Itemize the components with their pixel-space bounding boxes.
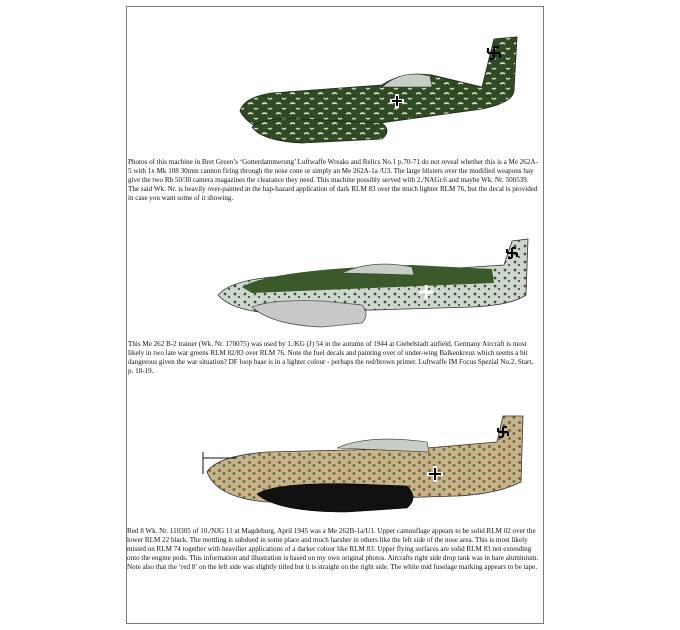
caption-paragraph-2: This Me 262 B-2 trainer (Wk. Nr. 170075) was used by 1./KG (J) 54 in the autumn of 1944 at Giebelstadt airfield, Germany Aircraft is most likely in two late war greens RLM 82/83 over RLM 76. Note the fuel decals and painting over of under-wing Balkenkreuz which seems a bit dangerous given the war situation? DF loop base is in a lighter colour - perhaps the red/brown primer. Luftwaffe IM Focus Spezial No.2, Start, p. 18-19. [128,340,534,375]
caption-paragraph-3: Red 8 Wk. Nr. 110305 of 10./NJG 11 at Magdeburg, April 1945 was a Me 262B-1a/U1. Upper camouflage appears to be solid RLM 02 over the lower RLM 22 black. The mottling is subdued in some place and much harsher in others like the left side of the nose area. This is most likely misted on RLM 74 together with heavilier applications of a darker colour like RLM 83. Upper flying surfaces are solid RLM 83 not extending onto the engine pods. This information and illustration is based on my own original photos. Aircrafts right side drop tank was in bare aluminium. Note also that the ‘red 8’ on the left side was slightly titled but it is straight on the right side. The white mid fuselage marking appears to be tape. [127,527,539,571]
aircraft-profile-1 [232,31,532,166]
aircraft-profile-2 [212,235,532,345]
aircraft-profile-3 [197,412,537,522]
caption-paragraph-1: Photos of this machine in Bret Green’s ‘Gotterdammerung’ Luftwaffe Wreaks and Relics No.1 p.70-71 do not reveal whether this is a Me 262A-5 with 1x Mk 108 30mm cannon firing through the nose cone or simply an Me 262A-1a /U3. The large blisters over the modified weapons bay give the two Rb 50/30 camera magazines the clearance they need. This machine possibly served with 2./NAGr.6 and maybe Wk. Nr. 500539. The said Wk. Nr. is heavily over-painted in the hap-hazard application of dark RLM 83 over the much lighter RLM 76, but the decal is provided in case you want some of it showing. [128,158,538,202]
document-page [126,6,544,624]
